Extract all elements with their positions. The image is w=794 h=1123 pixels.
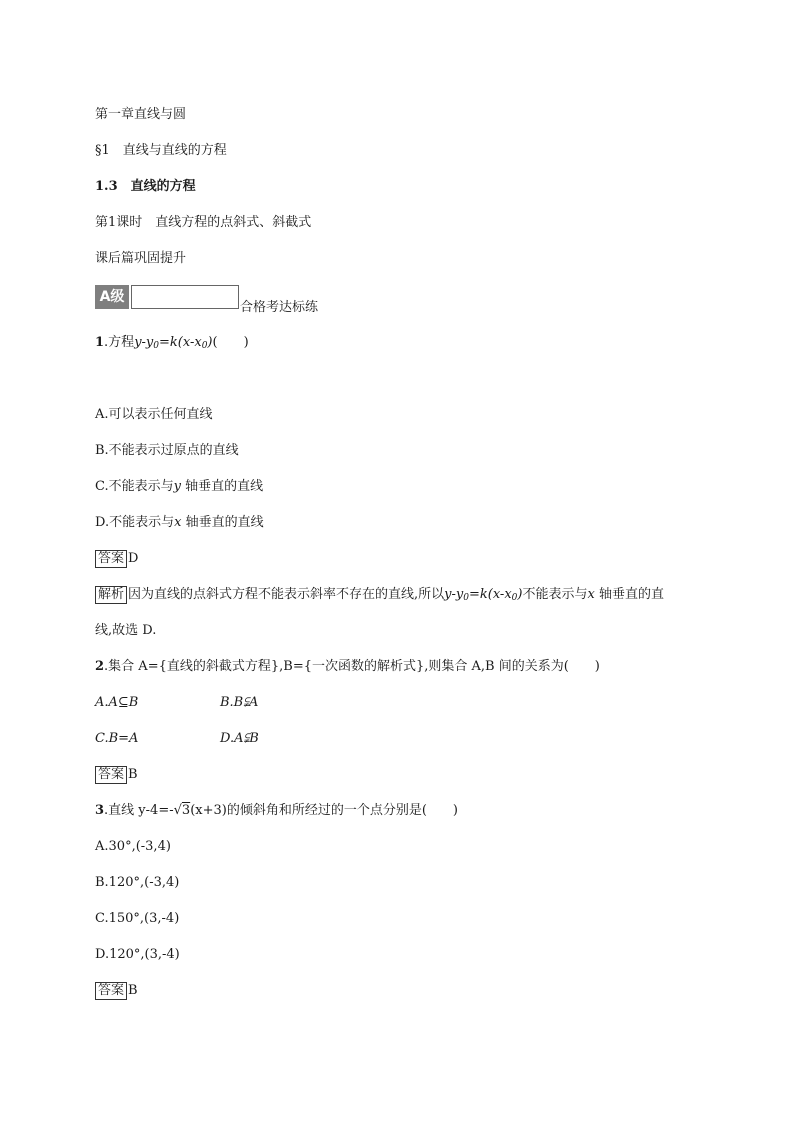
question-2 xyxy=(95,658,600,676)
question-text: .直线 y-4=- xyxy=(104,803,174,818)
analysis-text: 不能表示与 xyxy=(522,587,588,602)
equation: $y-y_0=k(x-x_0)$ xyxy=(444,587,523,603)
option-text: 轴垂直的直线 xyxy=(181,515,264,530)
sqrt-sign: √ xyxy=(173,803,182,818)
option-text: 轴垂直的直线 xyxy=(180,479,264,494)
answer-tag: 答案 xyxy=(95,766,127,784)
analysis-tag: 解析 xyxy=(95,586,127,604)
chapter-title: 第一章直线与圆 xyxy=(95,107,187,122)
question-prefix: .方程 xyxy=(104,335,135,350)
option-b: B.不能表示过原点的直线 xyxy=(95,443,239,458)
answer-value: B xyxy=(128,767,138,782)
option-d: D.120°,(3,-4) xyxy=(95,947,180,962)
answer-value: D xyxy=(128,551,139,566)
variable: y xyxy=(173,479,181,494)
variable: x xyxy=(174,515,182,530)
option-b: B.B⫋A xyxy=(220,695,259,710)
answer-3 xyxy=(95,982,138,1000)
option-d xyxy=(95,514,264,532)
analysis-1-cont: 线,故选 D. xyxy=(95,623,157,638)
analysis-text: 因为直线的点斜式方程不能表示斜率不存在的直线,所以 xyxy=(128,587,445,602)
answer-tag: 答案 xyxy=(95,550,127,568)
option-b: B.120°,(-3,4) xyxy=(95,875,180,890)
level-label: 合格考达标练 xyxy=(240,300,319,315)
sqrt-radicand: 3 xyxy=(181,803,191,818)
section-title: §1 直线与直线的方程 xyxy=(95,143,227,158)
analysis-text: 轴垂直的直 xyxy=(594,587,664,602)
question-text: (x+3)的倾斜角和所经过的一个点分别是( ) xyxy=(190,803,458,818)
level-badge: A级 xyxy=(95,285,129,309)
level-box xyxy=(95,285,239,309)
question-3 xyxy=(95,802,458,820)
option-a: A.A⊆B xyxy=(95,695,139,710)
lesson-title: 第1课时 直线方程的点斜式、斜截式 xyxy=(95,215,312,230)
level-blank xyxy=(131,285,239,309)
answer-value: B xyxy=(128,983,138,998)
question-number: 1 xyxy=(95,335,105,350)
question-text: .集合 A={直线的斜截式方程},B={一次函数的解析式},则集合 A,B 间的关系为( ) xyxy=(104,659,600,674)
answer-paren: ( ) xyxy=(212,335,249,350)
option-c xyxy=(95,478,263,496)
question-1 xyxy=(95,334,249,352)
option-d: D.A⫋B xyxy=(220,731,259,746)
analysis-1: 解析 因为直线的点斜式方程不能表示斜率不存在的直线,所以$y-y_0=k(x-x_0)$不能表示与x 轴垂直的直 xyxy=(95,586,664,604)
question-number: 3 xyxy=(95,803,105,818)
answer-2 xyxy=(95,766,138,784)
answer-1 xyxy=(95,550,138,568)
question-number: 2 xyxy=(95,659,105,674)
option-a: A.可以表示任何直线 xyxy=(95,407,213,422)
option-text: C.不能表示与 xyxy=(95,479,174,494)
option-c: C.B=A xyxy=(95,731,139,746)
practice-title: 课后篇巩固提升 xyxy=(95,251,187,266)
option-a: A.30°,(-3,4) xyxy=(95,839,171,854)
subsection-title: 1.3 直线的方程 xyxy=(95,179,196,194)
option-c: C.150°,(3,-4) xyxy=(95,911,180,926)
equation: $y-y_0=k(x-x_0)$ xyxy=(134,335,213,351)
answer-tag: 答案 xyxy=(95,982,127,1000)
option-text: D.不能表示与 xyxy=(95,515,175,530)
